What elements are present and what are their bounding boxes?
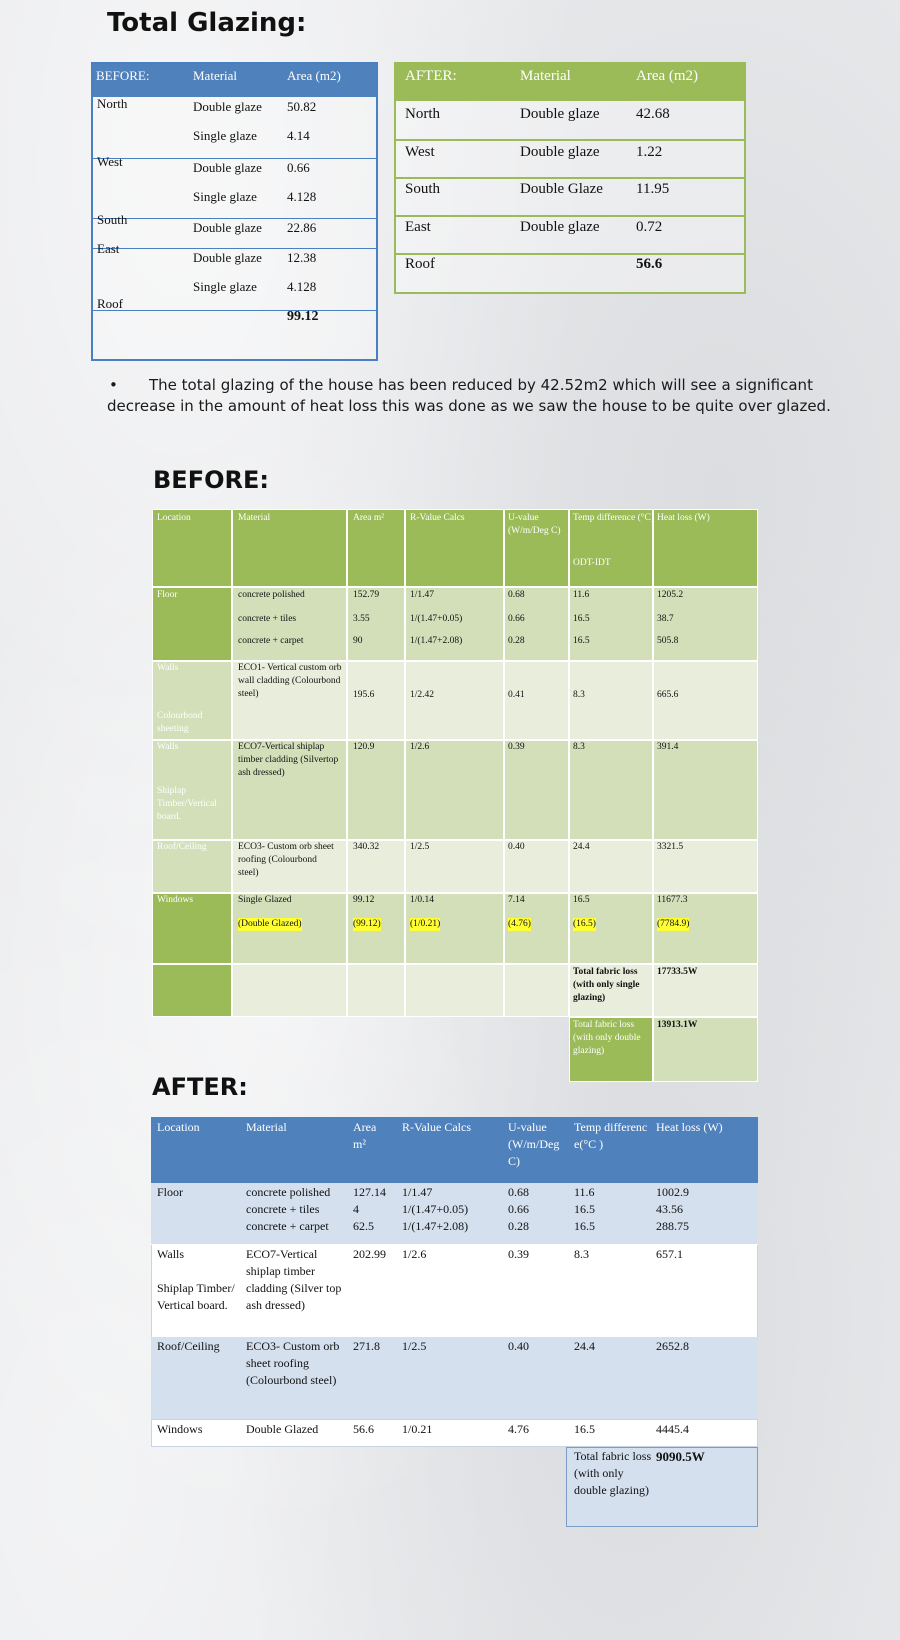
table-cell: Floor [157,590,178,600]
table-cell: Double glaze [520,144,600,160]
table-cell: Double glaze [193,250,262,265]
table-cell: 340.32 [353,842,380,852]
table-cell: 1205.2 [657,590,684,600]
glazing-before-total: 99.12 [287,309,319,324]
table-cell: 22.86 [287,220,317,235]
table-cell: Single glaze [193,279,257,294]
highlighted-cell: (1/0.21) [410,919,441,929]
table-cell: concrete polished [246,1185,331,1199]
table-cell: 0.66 [508,1202,529,1216]
table-cell: Double Glazed [246,1422,319,1436]
before-heading: BEFORE: [153,466,269,494]
table-cell: 0.72 [636,219,663,235]
table-cell: 3321.5 [657,842,684,852]
table-header: U-value (W/m/Deg C) [508,513,561,536]
after-heading: AFTER: [152,1073,248,1101]
table-cell: 0.28 [508,1219,529,1233]
table-cell: Roof [97,296,123,311]
highlighted-cell: (Double Glazed) [238,919,302,929]
table-cell: 152.79 [353,590,380,600]
table-header: U-value (W/m/Deg C) [508,1120,560,1168]
table-cell: Windows [157,1422,203,1436]
table-cell: ECO3- Custom orb sheet roofing (Colourbond steel) [238,842,334,878]
total-value: 17733.5W [657,967,698,977]
table-cell: 127.14 [353,1185,386,1199]
table-cell: ECO7-Vertical shiplap timber cladding (Silver top ash dressed) [246,1247,342,1312]
table-cell: Single glaze [193,189,257,204]
table-header: Area (m2) [287,68,341,83]
table-cell: Double glaze [520,219,600,235]
table-cell: 1/1.47 [410,590,435,600]
table-cell: Single glaze [193,128,257,143]
table-header: Area (m2) [636,68,699,84]
table-cell: concrete polished [238,590,305,600]
table-cell: 16.5 [573,636,590,646]
table-cell: 2652.8 [656,1339,689,1353]
table-cell: 1/0.21 [402,1422,433,1436]
table-cell: 195.6 [353,690,375,700]
table-cell: 4.76 [508,1422,529,1436]
table-header: Temp difference (°C) [573,513,655,523]
table-cell: concrete + tiles [238,614,297,624]
table-header: AFTER: [405,68,457,84]
table-cell: 0.66 [287,160,310,175]
table-cell: 4.128 [287,279,317,294]
table-cell: Windows [157,895,194,905]
page-title: Total Glazing: [107,8,307,38]
table-cell: Walls [157,742,179,752]
table-cell: 4.128 [287,189,317,204]
table-cell: Walls [157,1247,185,1261]
table-cell: West [97,154,123,169]
table-cell: 505.8 [657,636,679,646]
table-cell: 1/2.6 [402,1247,427,1261]
table-cell: 288.75 [656,1219,689,1233]
table-cell: concrete + carpet [246,1219,329,1233]
table-cell: 24.4 [574,1339,595,1353]
table-cell: 0.28 [508,636,525,646]
table-cell: ECO1- Vertical custom orb wall cladding (Colourbond steel) [238,663,342,699]
table-header: R-Value Calcs [410,513,465,523]
table-cell: East [97,241,120,256]
table-cell: 16.5 [574,1202,595,1216]
total-label: Total fabric loss (with only double glazing) [574,1449,652,1497]
table-cell: East [405,219,431,235]
table-cell: 8.3 [574,1247,589,1261]
table-cell: Double glaze [520,106,600,122]
table-cell: 1/2.5 [402,1339,427,1353]
table-cell: Double glaze [193,160,262,175]
table-header: Heat loss (W) [656,1120,723,1134]
table-cell: 42.68 [636,106,670,122]
before-heat-loss-table [152,509,758,1082]
highlighted-cell: (99.12) [353,919,381,929]
table-cell: 3.55 [353,614,370,624]
table-cell: 16.5 [573,614,590,624]
summary-text: The total glazing of the house has been reduced by 42.52m2 which will see a significant decrease in the amount of heat loss this was done as we saw the house to be quite over glazed. [107,376,831,415]
table-cell: 0.39 [508,1247,529,1261]
total-value: 9090.5W [656,1449,705,1464]
highlighted-cell: (4.76) [508,919,531,929]
table-cell: Colourbond sheeting [157,711,203,734]
table-cell: North [97,96,128,111]
table-cell: 0.41 [508,690,525,700]
table-header: Material [520,68,571,84]
table-cell: 11677.3 [657,895,688,905]
table-cell: 16.5 [574,1219,595,1233]
table-cell: 665.6 [657,690,679,700]
table-cell: 38.7 [657,614,674,624]
table-cell: 1/(1.47+0.05) [410,614,463,624]
total-label: Total fabric loss (with only single glazing) [573,967,640,1003]
table-header: Location [157,513,191,523]
total-label: Total fabric loss (with only double glazing) [573,1020,641,1056]
table-cell: 0.66 [508,614,525,624]
table-cell: 16.5 [573,895,590,905]
table-cell: Shiplap Timber/Vertical board. [157,1281,235,1312]
table-cell: 43.56 [656,1202,683,1216]
table-cell: West [405,144,435,160]
table-cell: 657.1 [656,1247,683,1261]
table-cell: 0.68 [508,590,525,600]
table-cell: Double glaze [193,220,262,235]
table-cell: Floor [157,1185,184,1199]
table-cell: Double glaze [193,99,262,114]
table-header: Area m² [353,513,385,523]
table-cell: 120.9 [353,742,375,752]
table-cell: 7.14 [508,895,525,905]
table-cell: Single Glazed [238,895,292,905]
table-cell: 1/2.5 [410,842,430,852]
glazing-after-table [394,62,746,294]
table-cell: Roof/Ceiling [157,842,207,852]
table-cell: 24.4 [573,842,590,852]
table-cell: 4445.4 [656,1422,689,1436]
table-cell: Shiplap Timber/Vertical board. [157,786,217,822]
table-cell: 4.14 [287,128,310,143]
table-cell: 1/(1.47+0.05) [402,1202,469,1216]
glazing-after-total: 56.6 [636,256,663,272]
table-header: Heat loss (W) [657,513,710,523]
table-cell: Roof [405,256,435,272]
table-cell: 56.6 [353,1422,374,1436]
table-cell: 271.8 [353,1339,380,1353]
table-cell: 8.3 [573,690,585,700]
table-cell: 0.68 [508,1185,529,1199]
total-value: 13913.1W [657,1020,698,1030]
table-header: R-Value Calcs [402,1120,471,1134]
table-header: Material [193,68,238,83]
table-cell: 11.95 [636,181,670,197]
table-cell: concrete + tiles [246,1202,320,1216]
table-cell: 90 [353,636,363,646]
table-cell: Double Glaze [520,181,603,197]
table-cell: ECO3- Custom orb sheet roofing (Colourbond steel) [246,1339,340,1387]
highlighted-cell: (16.5) [573,919,596,929]
table-cell: 16.5 [574,1422,595,1436]
table-cell: North [405,106,440,122]
table-cell: 0.39 [508,742,525,752]
table-cell: 4 [353,1202,359,1216]
table-cell: Walls [157,663,179,673]
table-cell: 1/1.47 [402,1185,433,1199]
summary-bullet [107,375,877,417]
highlighted-cell: (7784.9) [657,919,690,929]
table-header: Material [246,1120,287,1134]
table-header: Location [157,1120,200,1134]
table-cell: 1/0.14 [410,895,435,905]
table-cell: 50.82 [287,99,317,114]
table-header: Material [238,513,271,523]
table-cell: 0.40 [508,842,525,852]
table-header: BEFORE: [96,68,150,83]
table-cell: concrete + carpet [238,636,304,646]
table-cell: 1/2.42 [410,690,435,700]
after-heat-loss-table [151,1117,758,1527]
table-cell: 391.4 [657,742,679,752]
table-cell: 11.6 [573,590,590,600]
table-cell: 1/2.6 [410,742,430,752]
table-cell: 12.38 [287,250,317,265]
table-cell: 1002.9 [656,1185,689,1199]
table-cell: Roof/Ceiling [157,1339,220,1353]
table-cell: 0.40 [508,1339,529,1353]
table-cell: 8.3 [573,742,585,752]
glazing-before-table [91,62,378,361]
table-cell: 99.12 [353,895,375,905]
bullet-icon: • [109,376,118,394]
table-header: Temp difference(°C ) [574,1120,648,1151]
table-header: ODT-IDT [573,558,611,568]
table-cell: South [97,212,128,227]
table-cell: 11.6 [574,1185,595,1199]
table-cell: 1/(1.47+2.08) [402,1219,469,1233]
table-cell: 202.99 [353,1247,386,1261]
table-cell: 1/(1.47+2.08) [410,636,463,646]
table-cell: 1.22 [636,144,663,160]
table-cell: 62.5 [353,1219,374,1233]
table-cell: South [405,181,441,197]
table-header: Area m² [353,1120,377,1151]
table-cell: ECO7-Vertical shiplap timber cladding (Silvertop ash dressed) [238,742,339,778]
